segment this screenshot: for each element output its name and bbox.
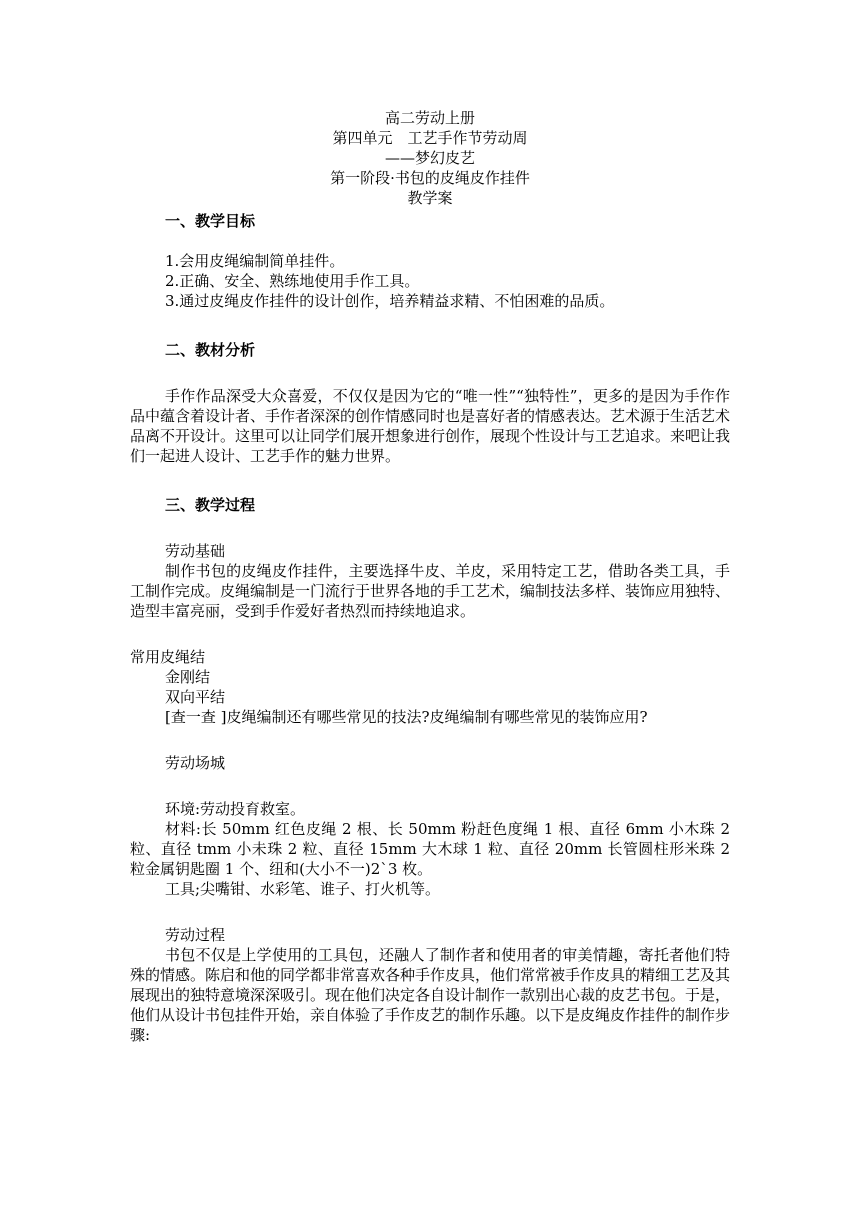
subsection-title: 劳动过程	[165, 926, 226, 944]
section-material-analysis	[130, 340, 730, 466]
section-teaching-process	[130, 495, 730, 1045]
subsection-title: 劳动场城	[165, 754, 226, 772]
subsection-title: 常用皮绳结	[130, 648, 206, 666]
inquiry-prompt: [查一查 ]皮绳编制还有哪些常见的技法?皮绳编制有哪些常见的装饰应用?	[165, 708, 648, 726]
knot-item: 金刚结	[165, 668, 211, 686]
document-header	[130, 108, 730, 208]
unit-subtitle: ——梦幻皮艺	[384, 149, 475, 167]
section-heading: 一、教学目标	[165, 212, 256, 230]
objective-item: 3.通过皮绳皮作挂件的设计创作，培养精益求精、不怕困难的品质。	[165, 292, 615, 310]
section-heading: 三、教学过程	[165, 496, 256, 514]
basics-paragraph: 制作书包的皮绳皮作挂件，主要选择牛皮、羊皮，采用特定工艺，借助各类工具，手工制作完成。皮绳编制是一门流行于世界各地的手工艺术，编制技法多样、装饰应用独特、造型丰富亮丽，受到手作爱好者热烈而持续地追求。	[130, 562, 731, 620]
environment-text: 环境:劳动投育救室。	[165, 800, 306, 818]
subsection-title: 劳动基础	[165, 542, 226, 560]
stage-title: 第一阶段·书包的皮绳皮作挂件	[330, 169, 530, 187]
grade-title: 高二劳动上册	[384, 109, 475, 127]
objective-item: 1.会用皮绳编制简单挂件。	[165, 252, 345, 270]
tools-text: 工具;尖嘴钳、水彩笔、谁子、打火机等。	[165, 880, 441, 898]
doc-type-title: 教学案	[407, 189, 453, 207]
section-objectives	[130, 211, 730, 311]
materials-text: 材料:长 50mm 红色皮绳 2 根、长 50mm 粉赶色度绳 1 根、直径 6mm 小木珠 2 粒、直径 tmm 小未珠 2 粒、直径 15mm 大木球 1 粒、直径 20mm 长管圆柱形米珠 2 粒金属钥匙圈 1 个、纽和(大小不一)2`3 枚。	[130, 820, 730, 878]
process-paragraph: 书包不仅是上学使用的工具包，还融人了制作者和使用者的审美情趣，寄托者他们特殊的情感。陈启和他的同学都非常喜欢各种手作皮具，他们常常被手作皮具的精细工艺及其展现出的独特意境深深吸引。现在他们决定各自设计制作一款别出心裁的皮艺书包。于是，他们从设计书包挂件开始，亲自体验了手作皮艺的制作乐趣。以下是皮绳皮作挂件的制作步骤:	[130, 946, 731, 1044]
unit-title: 第四单元 工艺手作节劳动周	[332, 129, 528, 147]
section-heading: 二、教材分析	[165, 341, 256, 359]
analysis-paragraph: 手作作品深受大众喜爱，不仅仅是因为它的“唯一性”“独特性”，更多的是因为手作作品中蕴含着设计者、手作者深深的创作情感同时也是喜好者的情感表达。艺术源于生活艺术品离不开设计。这里可以让同学们展开想象进行创作，展现个性设计与工艺追求。来吧让我们一起进人设计、工艺手作的魅力世界。	[130, 387, 731, 465]
knot-item: 双向平结	[165, 688, 226, 706]
objective-item: 2.正确、安全、熟练地使用手作工具。	[165, 272, 420, 290]
